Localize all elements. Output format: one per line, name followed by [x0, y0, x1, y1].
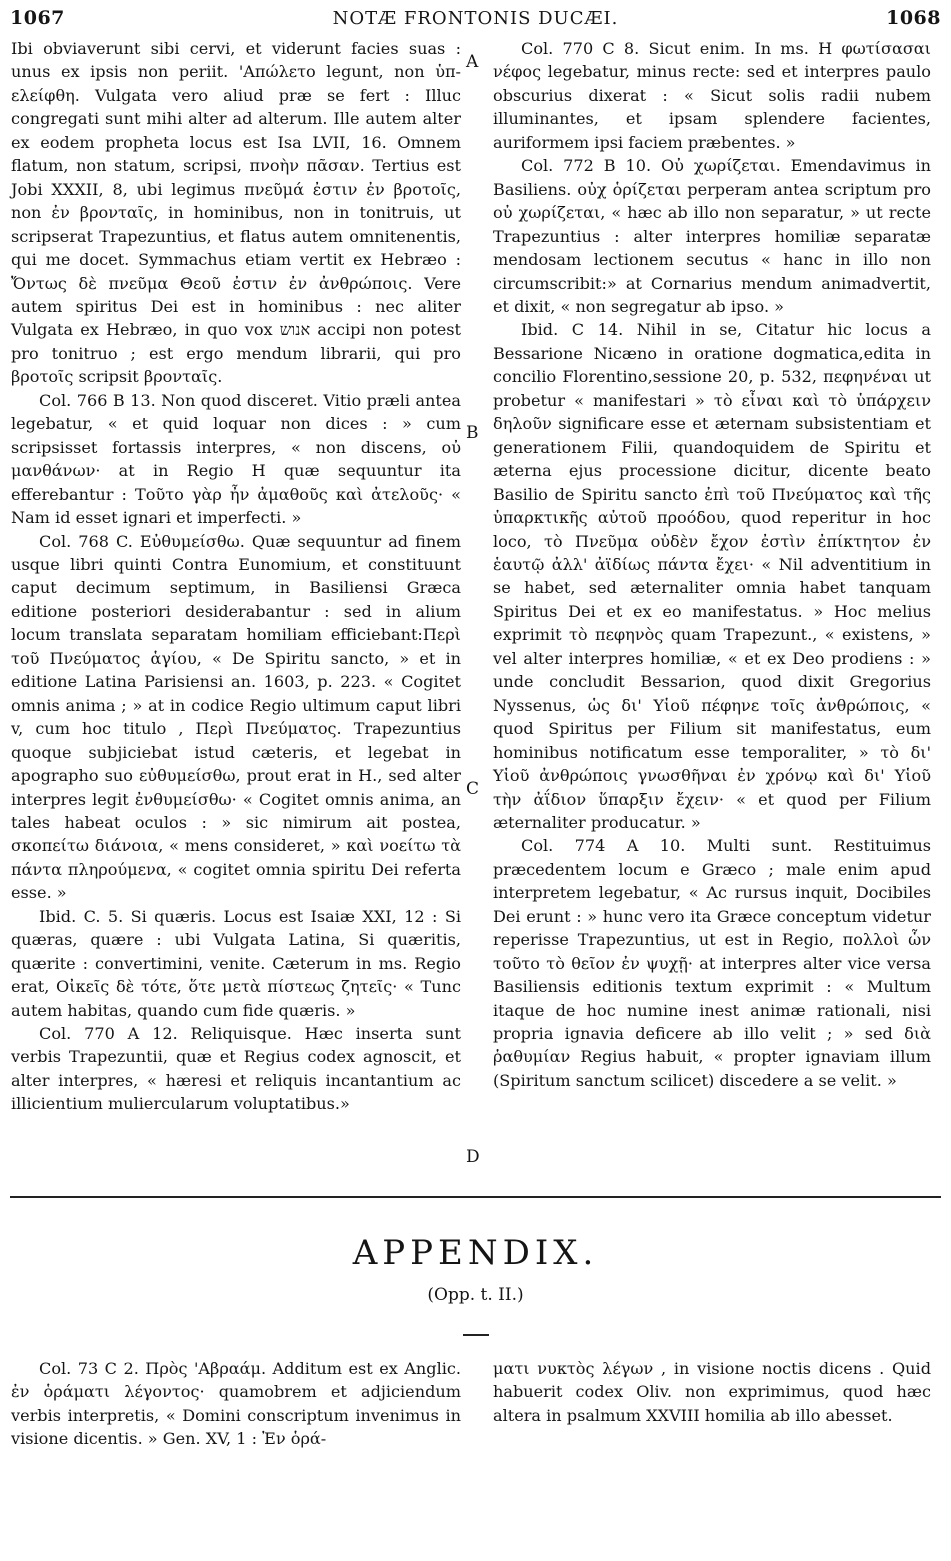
- margin-letter-c: C: [466, 779, 480, 799]
- running-title: NOTÆ FRONTONIS DUCÆI.: [332, 8, 619, 29]
- section-divider: [10, 1196, 941, 1198]
- margin-markers: [462, 37, 492, 1177]
- paragraph: Col. 770 A 12. Reliquisque. Hæc inserta sunt verbis Trapezuntii, quæ et Regius codex agnoscit, et alter interpres, « hæresi et reliquis incantantium ac illicientium muliercularum voluptatibus.»: [11, 1024, 461, 1114]
- margin-letter-d: D: [466, 1147, 480, 1167]
- paragraph: Col. 768 C. Εὐθυμείσθω. Quæ sequuntur ad finem usque libri quinti Contra Eunomium, et constituunt caput decimum septimum, in Basiliensi Græca editione posteriori desiderabantur : sed in alium locum translata separatam homiliam efficiebant:Περὶ τοῦ Πνεύματος ἁγίου, « De Spiritu sancto, » et in editione Latina Parisiensi an. 1603, p. 223. « Cogitet omnis anima ; » at in codice Regio ultimum caput libri v, cum hoc titulo , Περὶ Πνεύματος. Trapezuntius quoque subjiciebat istud cæteris, et legebat in apographo suo εὐθυμείσθω, prout erat in H., sed alter interpres legit ἐνθυμείσθω· « Cogitet omnis anima, an tales habeat oculos : » sic nimirum ait postea, σκοπείτω διάνοια, « mens consideret, » καὶ νοείτω τὰ πάντα πληρούμενα, « cogitet omnia spiritu Dei referta esse. »: [11, 531, 461, 903]
- paragraph: Col. 770 C 8. Sicut enim. In ms. H φωτίσασαι νέφος legebatur, minus recte: sed et interpres paulo obscurius dixerat : « Sicut solis radii nubem illuminantes, et ipsam splendere facientes, auriformem ipsi faciem præbentes. »: [493, 39, 931, 152]
- paragraph: Col. 774 A 10. Multi sunt. Restituimus præcedentem locum e Græco ; male enim apud interpretem legebatur, « Ac rursus inquit, Docibiles Dei erunt : » hunc vero ita Græce conceptum videtur reperisse Trapezuntius, ut est in Regio, πολλοὶ ὧν τοῦτο τὸ θεῖον ἐν ψυχῇ· at interpres alter vice versa Basiliensis editionis textum exprimit : « Multum itaque de hoc numine inest animæ rationali, nisi propria ignavia deficere ab illo velit ; » sed διὰ ῥαθυμίαν Regius habuit, « propter ignaviam illum (Spiritum sanctum scilicet) discedere a se velit. »: [493, 836, 931, 1090]
- paragraph: Col. 766 B 13. Non quod disceret. Vitio præli antea legebatur, « et quid loquar non dices : » cum scripsisset fortassis interpres, « non discens, οὐ μανθάνων· at in Regio H quæ sequuntur ita efferebantur : Τοῦτο γὰρ ἦν ἀμαθοῦς καὶ ἀτελοῦς· « Nam id esset ignari et imperfecti. »: [11, 390, 461, 528]
- margin-letter-b: B: [466, 423, 479, 443]
- appendix-right-column: [493, 1357, 931, 1427]
- appendix-subtitle: (Opp. t. II.): [427, 1285, 524, 1305]
- paragraph: ματι νυκτὸς λέγων , in visione noctis dicens . Quid habuerit codex Oliv. non exprimimus, quod hæc altera in psalmum XXVIII homilia ab illo abesset.: [493, 1359, 931, 1425]
- right-column: [493, 37, 931, 1092]
- short-rule: [463, 1334, 489, 1336]
- paragraph: Ibi obviaverunt sibi cervi, et viderunt facies suas : unus ex ipsis non periit. 'Απώλετο legunt, non ὑπ-ελείφθη. Vulgata vero aliud præ se fert : Illuc congregati sunt mihi alter ad alterum. Ille autem alter ex eodem propheta locus est Isa LVII, 16. Omnem flatum, non statum, scripsi, πνοὴν πᾶσαν. Tertius est Jobi XXXII, 8, ubi legimus πνεῦμά ἐστιν ἐν βροτοῖς, non ἐν βρονταῖς, in hominibus, non in tonitruis, ut scripserat Trapezuntius, et flatus autem omnitenentis, qui me docet. Symmachus etiam vertit ex Hebræo : Ὄντως δὲ πνεῦμα Θεοῦ ἐστιν ἐν ἀνθρώποις. Vere autem spiritus Dei est in hominibus : nec aliter Vulgata ex Hebræo, in quo vox אנוש accipi non potest pro tonitruo ; est ergo mendum librarii, qui pro βροτοῖς scripsit βρονταῖς.: [11, 39, 461, 387]
- margin-letter-a: A: [466, 52, 479, 72]
- appendix-left-column: [11, 1357, 461, 1451]
- right-page-number: 1068: [886, 7, 941, 29]
- paragraph: Ibid. C 14. Nihil in se, Citatur hic locus a Bessarione Nicæno in oratione dogmatica,edita in concilio Florentino,sessione 20, p. 532, πεφηνέναι ut probetur « manifestari » τὸ εἶναι καὶ τὸ ὑπάρχειν δηλοῦν significare esse et æternam subsistentiam et generationem Filii, quandoquidem de Spiritu et æterna ejus processione dicitur, dicente beato Basilio de Spiritu sancto ἐπὶ τοῦ Πνεύματος καὶ τῆς ὑπαρκτικῆς αὐτοῦ προόδου, quod reperitur in hoc loco, τὸ Πνεῦμα οὐδὲν ἔχον ἐστὶν ἐπίκτητον ἐν ἑαυτῷ ἀλλ' ἀϊδίως πάντα ἔχει· « Nil adventitium in se habet, sed æternaliter omnia habet tanquam Spiritus Dei et ex eo manifestatus. » Hoc melius exprimit τὸ πεφηνὸς quam Trapezunt., « existens, » vel alter interpres homiliæ, « et ex Deo prodiens : » unde concludit Bessarion, quod dixit Gregorius Nyssenus, ὡς δι' Υἱοῦ πέφηνε τοῖς ἀνθρώποις, « quod Spiritus per Filium sit manifestatus, eum hominibus notificatum esse temporaliter, » τὸ δι' Υἱοῦ ἀνθρώποις γνωσθῆναι ἐν χρόνῳ καὶ δι' Υἱοῦ τὴν ἀΐδιον ὕπαρξιν ἔχειν· « et quod per Filium æternaliter producatur. »: [493, 320, 931, 832]
- appendix-title: APPENDIX.: [352, 1233, 599, 1273]
- left-page-number: 1067: [10, 7, 65, 29]
- page-header: [10, 7, 941, 33]
- left-column: [11, 37, 461, 1116]
- paragraph: Col. 772 B 10. Οὐ χωρίζεται. Emendavimus in Basiliens. οὐχ ὁρίζεται perperam antea scriptum pro οὐ χωρίζεται, « hæc ab illo non separatur, » ut recte Trapezuntius : alter interpres homiliæ separatæ mendosam lectionem secutus « hanc in illo non circumscribit:» at Cornarius mendum animadvertit, et dixit, « non segregatur ab ipso. »: [493, 156, 931, 316]
- paragraph: Col. 73 C 2. Πρὸς 'Αβραάμ. Additum est ex Anglic. ἐν ὁράματι λέγοντος· quamobrem et adjiciendum verbis interpretis, « Domini conscriptum invenimus in visione dicentis. » Gen. XV, 1 : Ἐν ὁρά-: [11, 1359, 461, 1449]
- paragraph: Ibid. C. 5. Si quæris. Locus est Isaiæ XXI, 12 : Si quæras, quære : ubi Vulgata Latina, Si quæritis, quærite : convertimini, venite. Cæterum in ms. Regio erat, Οἰκεῖς δὲ τότε, ὅτε μετὰ πίστεως ζητεῖς· « Tunc autem habitas, quando cum fide quæris. »: [11, 906, 461, 1020]
